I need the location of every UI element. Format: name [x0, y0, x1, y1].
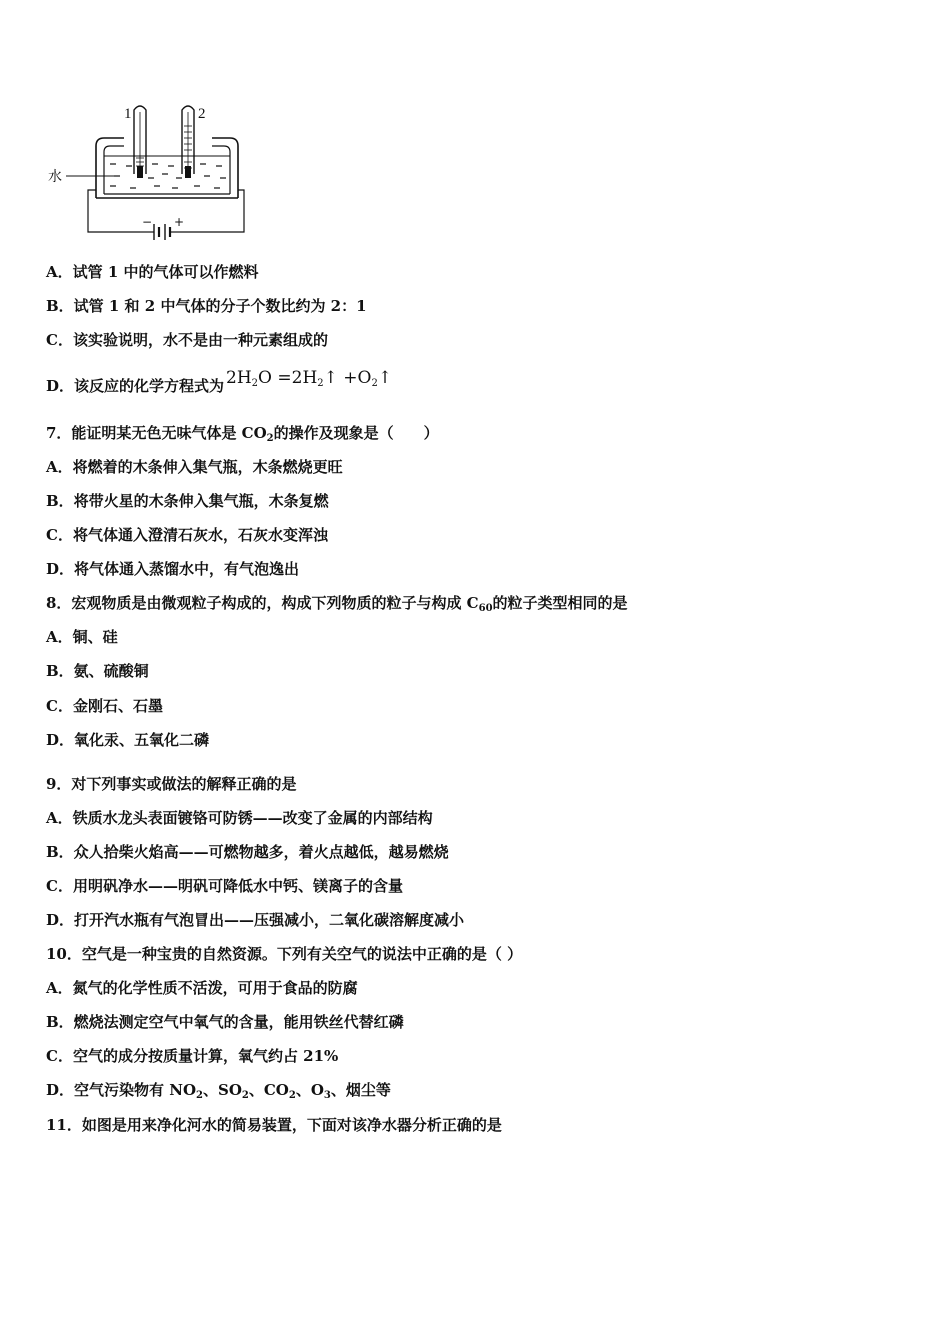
q10-stem: 10．空气是一种宝贵的自然资源。下列有关空气的说法中正确的是（ ） [46, 945, 523, 963]
q8-stem-sub: 60 [478, 603, 493, 614]
q7-option-b: B．将带火星的木条伸入集气瓶，木条复燃 [46, 492, 329, 510]
q11-stem: 11．如图是用来净化河水的简易装置，下面对该净水器分析正确的是 [46, 1116, 502, 1134]
q7-stem-part: 的操作及现象是（ ） [273, 424, 439, 442]
q10-d-part: 、O [295, 1081, 324, 1099]
eq-part: ↑ [377, 368, 393, 388]
q10-d-sub: 3 [323, 1090, 331, 1101]
eq-sub: 2 [371, 378, 378, 389]
q7-option-c: C．将气体通入澄清石灰水，石灰水变浑浊 [46, 526, 328, 544]
q8-option-d: D．氧化汞、五氧化二磷 [46, 731, 210, 749]
eq-part: O =2H [258, 368, 318, 388]
q7-stem [46, 423, 439, 443]
q8-stem-part: 8．宏观物质是由微观粒子构成的，构成下列物质的粒子与构成 C [46, 594, 479, 612]
q10-d-part: 、SO [202, 1081, 242, 1099]
water-label: 水 [48, 169, 62, 185]
q6-option-d-text: D．该反应的化学方程式为 [46, 377, 225, 395]
q7-option-d: D．将气体通入蒸馏水中，有气泡逸出 [46, 560, 300, 578]
battery-plus-label: + [174, 215, 185, 229]
q10-option-c: C．空气的成分按质量计算，氧气约占 21% [46, 1047, 339, 1065]
q9-option-d: D．打开汽水瓶有气泡冒出——压强减小，二氧化碳溶解度减小 [46, 911, 465, 929]
q8-option-c: C．金刚石、石墨 [46, 697, 163, 715]
battery-minus-label: − [142, 215, 153, 229]
q10-d-part: 、CO [248, 1081, 289, 1099]
water-electrolysis-equation [226, 368, 392, 388]
q7-option-a: A．将燃着的木条伸入集气瓶，木条燃烧更旺 [46, 458, 343, 476]
eq-part: ↑ +O [323, 368, 372, 388]
q8-option-b: B．氨、硫酸铜 [46, 662, 149, 680]
q10-d-part: 、烟尘等 [330, 1081, 391, 1099]
q9-stem: 9．对下列事实或做法的解释正确的是 [46, 775, 297, 793]
eq-sub: 2 [251, 378, 259, 389]
q8-stem-part: 的粒子类型相同的是 [492, 594, 628, 612]
q7-stem-sub: 2 [266, 433, 274, 444]
eq-sub: 2 [317, 378, 324, 389]
q10-option-d [46, 1080, 391, 1100]
q10-d-sub: 2 [288, 1090, 296, 1101]
q6-option-c: C．该实验说明，水不是由一种元素组成的 [46, 331, 328, 349]
q6-option-a: A．试管 1 中的气体可以作燃料 [46, 263, 259, 281]
tube-2-label: 2 [198, 106, 206, 122]
q8-option-a: A．铜、硅 [46, 628, 118, 646]
q9-option-b: B．众人拾柴火焰高——可燃物越多，着火点越低，越易燃烧 [46, 843, 449, 861]
q10-d-sub: 2 [196, 1090, 203, 1101]
q10-option-a: A．氮气的化学性质不活泼，可用于食品的防腐 [46, 979, 358, 997]
q6-option-d [46, 368, 393, 396]
q9-option-c: C．用明矾净水——明矾可降低水中钙、镁离子的含量 [46, 877, 403, 895]
q7-stem-part: 7．能证明某无色无味气体是 CO [46, 424, 267, 442]
q10-d-part: D．空气污染物有 NO [46, 1081, 197, 1099]
q9-option-a: A．铁质水龙头表面镀铬可防锈——改变了金属的内部结构 [46, 809, 433, 827]
q6-option-b: B．试管 1 和 2 中气体的分子个数比约为 2：1 [46, 297, 367, 315]
q10-option-b: B．燃烧法测定空气中氧气的含量，能用铁丝代替红磷 [46, 1013, 404, 1031]
q10-d-sub: 2 [241, 1090, 249, 1101]
tube-1-label: 1 [124, 106, 132, 122]
q8-stem [46, 593, 628, 613]
eq-part: 2H [226, 368, 252, 388]
electrolysis-apparatus-figure [44, 98, 254, 243]
